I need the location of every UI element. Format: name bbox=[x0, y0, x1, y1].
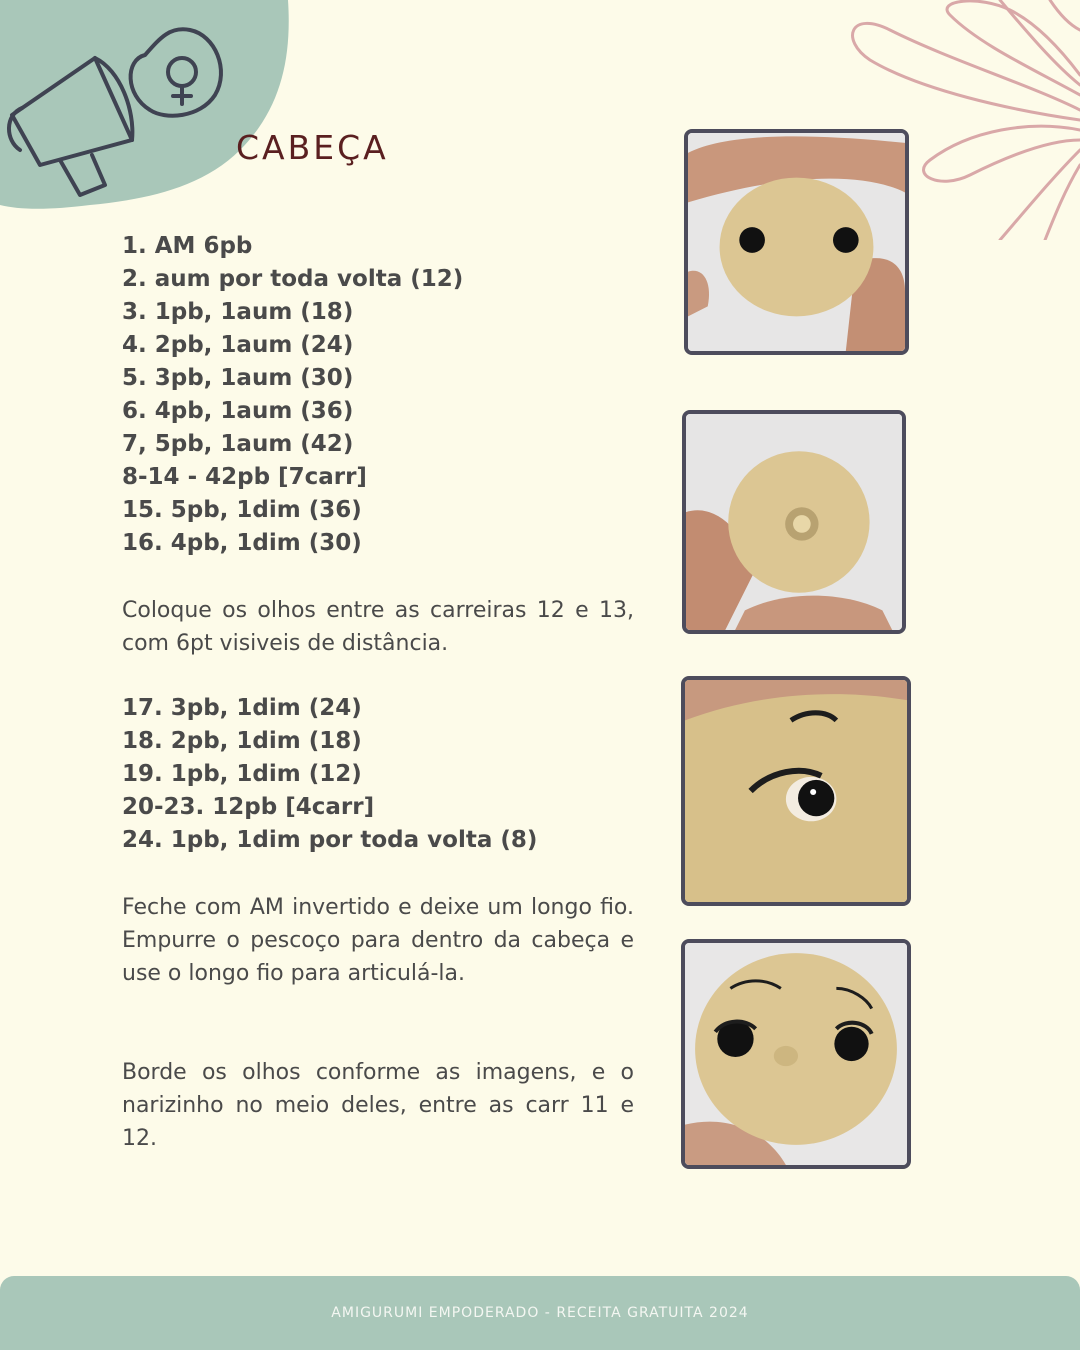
pattern-row: 4. 2pb, 1aum (24) bbox=[122, 332, 354, 358]
pattern-row: 2. aum por toda volta (12) bbox=[122, 266, 464, 292]
note-eyes: Coloque os olhos entre as carreiras 12 e 13, com 6pt visiveis de distância. bbox=[122, 598, 634, 656]
footer-bar bbox=[0, 1276, 1080, 1350]
pattern-row: 1. AM 6pb bbox=[122, 233, 253, 259]
photo-finished-face bbox=[681, 939, 911, 1169]
pattern-row: 7, 5pb, 1aum (42) bbox=[122, 431, 354, 457]
pattern-row: 3. 1pb, 1aum (18) bbox=[122, 299, 354, 325]
photo-eye-closeup bbox=[681, 676, 911, 906]
pattern-row: 18. 2pb, 1dim (18) bbox=[122, 728, 362, 754]
photo-head-bottom bbox=[682, 410, 906, 634]
footer-text: AMIGURUMI EMPODERADO - RECEITA GRATUITA 2024 bbox=[331, 1305, 749, 1321]
pattern-row: 15. 5pb, 1dim (36) bbox=[122, 497, 362, 523]
note-close: Feche com AM invertido e deixe um longo fio. Empurre o pescoço para dentro da cabeça e use o longo fio para articulá-la. bbox=[122, 895, 634, 986]
pattern-row: 16. 4pb, 1dim (30) bbox=[122, 530, 362, 556]
pattern-row: 24. 1pb, 1dim por toda volta (8) bbox=[122, 827, 538, 853]
pattern-row: 6. 4pb, 1aum (36) bbox=[122, 398, 354, 424]
note-embroider: Borde os olhos conforme as imagens, e o narizinho no meio deles, entre as carr 11 e 12. bbox=[122, 1060, 634, 1151]
photo-head-front bbox=[684, 129, 909, 355]
pattern-rows-part1 bbox=[122, 230, 642, 560]
pattern-rows-part2 bbox=[122, 692, 642, 857]
pattern-row: 5. 3pb, 1aum (30) bbox=[122, 365, 354, 391]
pattern-row: 19. 1pb, 1dim (12) bbox=[122, 761, 362, 787]
pattern-row: 20-23. 12pb [4carr] bbox=[122, 794, 375, 820]
pattern-row: 17. 3pb, 1dim (24) bbox=[122, 695, 362, 721]
page-title: CABEÇA bbox=[236, 128, 389, 167]
header-blob bbox=[0, 0, 300, 220]
pattern-row: 8-14 - 42pb [7carr] bbox=[122, 464, 367, 490]
